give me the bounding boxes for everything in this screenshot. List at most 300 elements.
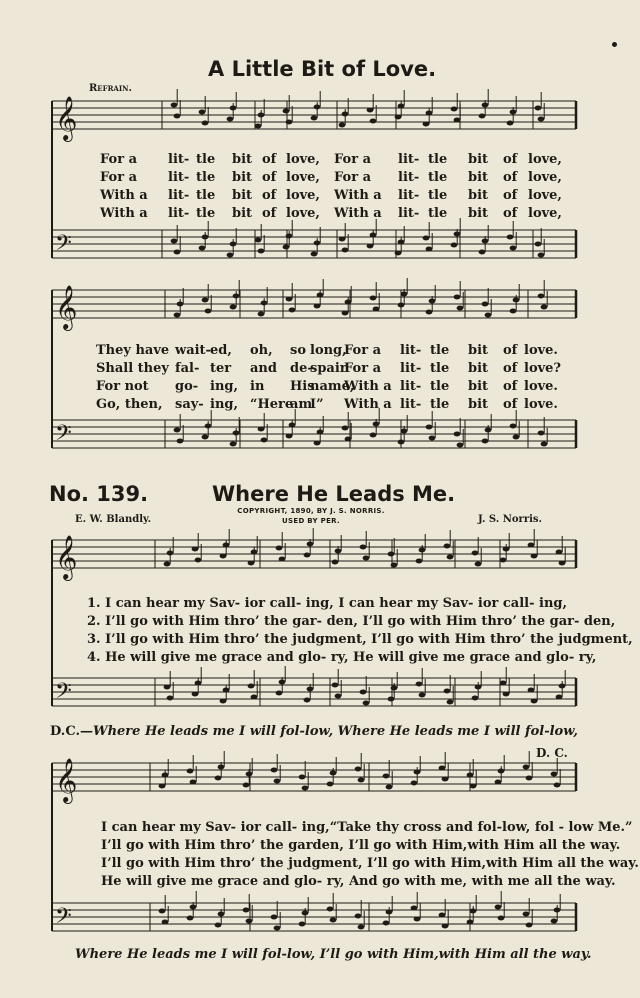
note-head	[187, 769, 194, 774]
note-head	[286, 120, 293, 125]
lyricist: E. W. Blandly.	[75, 514, 152, 525]
note-head	[258, 113, 265, 118]
syllable: oh,	[250, 343, 273, 358]
note-head	[314, 241, 321, 246]
syllable: long,	[310, 343, 347, 358]
note-head	[472, 696, 479, 701]
note-head	[159, 909, 166, 914]
syllable: Shall they	[96, 361, 169, 376]
syllable: With a	[100, 188, 148, 203]
syllable: love,	[286, 170, 320, 185]
note-head	[559, 684, 566, 689]
chorus-line: I can hear my Sav- ior call- ing,“Take thy cross and fol-low, fol - low Me.”	[101, 820, 633, 835]
note-head	[360, 545, 367, 550]
syllable: bit	[232, 188, 253, 203]
note-head	[243, 908, 250, 913]
clef-symbol: 𝄢	[55, 904, 72, 934]
syllable: lit-	[398, 170, 420, 185]
note-head	[370, 119, 377, 124]
syllable: love,	[528, 188, 562, 203]
note-head	[541, 305, 548, 310]
note-head	[307, 542, 314, 547]
clef-symbol: 𝄞	[55, 758, 78, 802]
syllable: ed,	[210, 343, 232, 358]
note-head	[339, 123, 346, 128]
syllable: tle	[196, 152, 216, 167]
note-head	[342, 112, 349, 117]
syllable: of	[503, 397, 518, 412]
note-head	[230, 242, 237, 247]
syllable: bit	[468, 397, 489, 412]
syllable: bit	[468, 188, 489, 203]
note-head	[271, 915, 278, 920]
note-head	[510, 246, 517, 251]
note-head	[190, 780, 197, 785]
note-head	[554, 908, 561, 913]
chorus-line: He will give me grace and glo- ry, And go with me, with me all the way.	[101, 874, 616, 889]
note-head	[251, 550, 258, 555]
syllable: tle	[430, 397, 450, 412]
note-head	[360, 690, 367, 695]
note-head	[551, 772, 558, 777]
note-head	[243, 783, 250, 788]
note-head	[171, 103, 178, 108]
syllable: of	[503, 170, 518, 185]
note-head	[345, 300, 352, 305]
note-head	[388, 552, 395, 557]
note-head	[177, 302, 184, 307]
note-head	[495, 905, 502, 910]
note-head	[500, 681, 507, 686]
note-head	[386, 785, 393, 790]
syllable: love,	[286, 188, 320, 203]
note-head	[467, 920, 474, 925]
syllable: lit-	[168, 188, 190, 203]
note-head	[559, 561, 566, 566]
note-head	[482, 103, 489, 108]
note-head	[526, 923, 533, 928]
note-head	[541, 442, 548, 447]
syllable: of	[262, 188, 277, 203]
note-head	[526, 776, 533, 781]
note-head	[233, 431, 240, 436]
syllable: With a	[344, 379, 392, 394]
note-head	[470, 909, 477, 914]
note-head	[164, 562, 171, 567]
syllable: For a	[100, 170, 137, 185]
syllable: bit	[232, 152, 253, 167]
note-head	[513, 435, 520, 440]
note-head	[395, 251, 402, 256]
syllable: lit-	[400, 397, 422, 412]
note-head	[255, 124, 262, 129]
syllable: love,	[528, 152, 562, 167]
note-head	[215, 776, 222, 781]
syllable: go-	[175, 379, 199, 394]
note-head	[498, 916, 505, 921]
note-head	[246, 919, 253, 924]
note-head	[199, 246, 206, 251]
verse-line: 4. He will give me grace and glo- ry, He will give me grace and glo- ry,	[87, 650, 597, 665]
syllable: of	[503, 152, 518, 167]
chorus-lyrics	[101, 820, 639, 892]
note-head	[414, 770, 421, 775]
note-head	[332, 683, 339, 688]
clef-symbol: 𝄢	[55, 421, 72, 451]
syllable: de-	[290, 361, 313, 376]
note-head	[215, 923, 222, 928]
verse-line: 3. I’ll go with Him thro’ the judgment, I’ll go with Him thro’ the judgment,	[87, 632, 633, 647]
note-head	[454, 118, 461, 123]
syllable: love,	[286, 152, 320, 167]
note-head	[551, 919, 558, 924]
note-head	[485, 313, 492, 318]
syllable: ing,	[210, 397, 239, 412]
syllable: lit-	[398, 206, 420, 221]
page-mark	[612, 42, 617, 47]
note-head	[286, 434, 293, 439]
syllable: fal-	[175, 361, 200, 376]
syllable: tle	[196, 170, 216, 185]
note-head	[373, 422, 380, 427]
note-head	[485, 428, 492, 433]
note-head	[429, 436, 436, 441]
copyright-line-1: COPYRIGHT, 1890, BY J. S. NORRIS.	[237, 507, 385, 515]
syllable: spair	[310, 361, 347, 376]
song-number: No. 139.	[49, 482, 149, 506]
note-head	[383, 921, 390, 926]
note-head	[248, 684, 255, 689]
note-head	[314, 304, 321, 309]
syllable: say-	[175, 397, 204, 412]
syllable: With a	[100, 206, 148, 221]
clef-symbol: 𝄢	[55, 679, 72, 709]
note-head	[479, 114, 486, 119]
note-head	[202, 298, 209, 303]
note-head	[187, 916, 194, 921]
note-head	[472, 551, 479, 556]
note-head	[416, 682, 423, 687]
note-head	[162, 773, 169, 778]
note-head	[395, 115, 402, 120]
note-head	[227, 253, 234, 258]
note-head	[258, 312, 265, 317]
chorus-line: I’ll go with Him thro’ the garden, I’ll go with Him,with Him all the way.	[101, 838, 621, 853]
note-head	[454, 232, 461, 237]
note-head	[223, 543, 230, 548]
syllable: For a	[334, 170, 371, 185]
syllable: and	[250, 361, 277, 376]
note-head	[345, 437, 352, 442]
note-head	[258, 427, 265, 432]
note-head	[388, 697, 395, 702]
syllable: love.	[524, 343, 558, 358]
syllable: of	[503, 379, 518, 394]
note-head	[523, 912, 530, 917]
note-head	[538, 117, 545, 122]
note-head	[202, 235, 209, 240]
syllable: bit	[468, 152, 489, 167]
syllable: of	[503, 206, 518, 221]
note-head	[220, 699, 227, 704]
note-head	[414, 917, 421, 922]
syllable: For not	[96, 379, 149, 394]
note-head	[538, 253, 545, 258]
note-head	[426, 425, 433, 430]
note-head	[314, 441, 321, 446]
note-head	[327, 782, 334, 787]
syllable: lit-	[398, 152, 420, 167]
note-head	[261, 301, 268, 306]
note-head	[363, 701, 370, 706]
syllable: love?	[524, 361, 562, 376]
note-head	[355, 767, 362, 772]
composer: J. S. Norris.	[478, 514, 543, 525]
note-head	[503, 692, 510, 697]
note-head	[444, 544, 451, 549]
note-head	[302, 911, 309, 916]
note-head	[447, 555, 454, 560]
note-head	[386, 910, 393, 915]
syllable: I”	[310, 397, 324, 412]
note-head	[342, 248, 349, 253]
syllable: tle	[430, 361, 450, 376]
note-head	[195, 558, 202, 563]
note-head	[330, 771, 337, 776]
copyright-line-2: USED BY PER.	[282, 517, 340, 525]
dc-text: Where He leads me I will fol-low, Where He leads me I will fol-low,	[92, 724, 578, 739]
syllable: of	[503, 361, 518, 376]
note-head	[531, 699, 538, 704]
note-head	[556, 695, 563, 700]
note-head	[538, 294, 545, 299]
note-head	[442, 777, 449, 782]
note-head	[454, 295, 461, 300]
note-head	[230, 305, 237, 310]
note-head	[192, 547, 199, 552]
note-head	[174, 250, 181, 255]
note-head	[205, 309, 212, 314]
note-head	[398, 240, 405, 245]
note-head	[332, 560, 339, 565]
note-head	[246, 772, 253, 777]
note-head	[317, 430, 324, 435]
syllable: of	[503, 188, 518, 203]
note-head	[482, 302, 489, 307]
syllable: of	[262, 170, 277, 185]
note-head	[426, 247, 433, 252]
note-head	[358, 925, 365, 930]
syllable: bit	[232, 206, 253, 221]
clef-symbol: 𝄞	[55, 285, 78, 329]
song1-title: A Little Bit of Love.	[208, 57, 437, 81]
note-head	[416, 559, 423, 564]
syllable: “Here	[250, 397, 294, 412]
note-head	[258, 249, 265, 254]
syllable: lit-	[400, 343, 422, 358]
note-head	[510, 309, 517, 314]
note-head	[535, 242, 542, 247]
syllable: love.	[524, 379, 558, 394]
note-head	[283, 109, 290, 114]
note-head	[423, 122, 430, 127]
note-head	[447, 700, 454, 705]
syllable: For a	[344, 343, 381, 358]
note-head	[507, 235, 514, 240]
syllable: ter	[210, 361, 232, 376]
note-head	[171, 239, 178, 244]
note-head	[261, 438, 268, 443]
note-head	[317, 293, 324, 298]
note-head	[457, 306, 464, 311]
note-head	[192, 692, 199, 697]
note-head	[286, 297, 293, 302]
refrain-label: Refrain.	[89, 83, 133, 94]
note-head	[367, 108, 374, 113]
note-head	[335, 694, 342, 699]
syllable: wait-	[175, 343, 211, 358]
note-head	[495, 780, 502, 785]
note-head	[339, 237, 346, 242]
note-head	[470, 784, 477, 789]
note-head	[307, 687, 314, 692]
note-head	[528, 543, 535, 548]
note-head	[167, 696, 174, 701]
syllable: tle	[428, 206, 448, 221]
note-head	[482, 239, 489, 244]
note-head	[274, 779, 281, 784]
note-head	[202, 121, 209, 126]
note-head	[528, 688, 535, 693]
note-head	[167, 551, 174, 556]
note-head	[513, 298, 520, 303]
note-head	[426, 111, 433, 116]
syllable: bit	[232, 170, 253, 185]
syllable: bit	[468, 206, 489, 221]
note-head	[276, 546, 283, 551]
note-head	[531, 554, 538, 559]
note-head	[398, 440, 405, 445]
note-head	[311, 116, 318, 121]
note-head	[164, 685, 171, 690]
verse-line: 1. I can hear my Sav- ior call- ing, I can hear my Sav- ior call- ing,	[87, 596, 568, 611]
syllable: bit	[468, 170, 489, 185]
note-head	[311, 252, 318, 257]
note-head	[475, 685, 482, 690]
note-head	[373, 307, 380, 312]
note-head	[510, 110, 517, 115]
note-head	[327, 907, 334, 912]
syllable: tle	[196, 206, 216, 221]
note-head	[202, 435, 209, 440]
note-head	[255, 238, 262, 243]
note-head	[342, 311, 349, 316]
syllable: tle	[430, 343, 450, 358]
note-head	[304, 553, 311, 558]
syllable: With a	[344, 397, 392, 412]
note-head	[289, 308, 296, 313]
note-head	[233, 294, 240, 299]
chorus-line: I’ll go with Him thro’ the judgment, I’ll go with Him,with Him all the way.	[101, 856, 639, 871]
note-head	[248, 561, 255, 566]
syllable: bit	[468, 379, 489, 394]
syllable: tle	[428, 152, 448, 167]
note-head	[457, 443, 464, 448]
note-head	[367, 244, 374, 249]
note-head	[190, 905, 197, 910]
syllable: tle	[430, 379, 450, 394]
syllable: With a	[334, 188, 382, 203]
note-head	[251, 695, 258, 700]
syllable: of	[262, 206, 277, 221]
syllable: lit-	[400, 379, 422, 394]
note-head	[174, 114, 181, 119]
note-head	[230, 106, 237, 111]
clef-symbol: 𝄞	[55, 535, 78, 579]
syllable: name,	[310, 379, 355, 394]
note-head	[482, 439, 489, 444]
note-head	[227, 117, 234, 122]
note-head	[442, 924, 449, 929]
note-head	[370, 233, 377, 238]
note-head	[299, 922, 306, 927]
syllable: am	[290, 397, 313, 412]
syllable: love,	[286, 206, 320, 221]
note-head	[370, 433, 377, 438]
syllable: ing,	[210, 379, 239, 394]
note-head	[426, 310, 433, 315]
note-head	[314, 105, 321, 110]
dc-label: D.C.—	[50, 724, 93, 739]
note-head	[429, 299, 436, 304]
note-head	[383, 774, 390, 779]
note-head	[510, 424, 517, 429]
note-head	[475, 562, 482, 567]
note-head	[223, 688, 230, 693]
note-head	[162, 920, 169, 925]
syllable: bit	[468, 361, 489, 376]
verse-line: 2. I’ll go with Him thro’ the gar- den, I’ll go with Him thro’ the gar- den,	[87, 614, 616, 629]
note-head	[391, 686, 398, 691]
note-head	[358, 778, 365, 783]
syllable: so	[290, 343, 306, 358]
note-head	[423, 236, 430, 241]
syllable: For a	[100, 152, 137, 167]
clef-symbol: 𝄞	[55, 96, 78, 140]
note-head	[174, 313, 181, 318]
syllable: They have	[96, 343, 170, 358]
note-head	[535, 106, 542, 111]
note-head	[391, 563, 398, 568]
syllable: love,	[528, 206, 562, 221]
syllable: bit	[468, 343, 489, 358]
note-head	[174, 428, 181, 433]
note-head	[401, 429, 408, 434]
note-head	[271, 768, 278, 773]
note-head	[286, 234, 293, 239]
note-head	[299, 775, 306, 780]
note-head	[279, 680, 286, 685]
note-head	[218, 912, 225, 917]
syllable: With a	[334, 206, 382, 221]
note-head	[554, 783, 561, 788]
syllable: lit-	[398, 188, 420, 203]
note-head	[479, 250, 486, 255]
note-head	[398, 104, 405, 109]
note-head	[283, 245, 290, 250]
note-head	[467, 773, 474, 778]
syllable: For a	[344, 361, 381, 376]
